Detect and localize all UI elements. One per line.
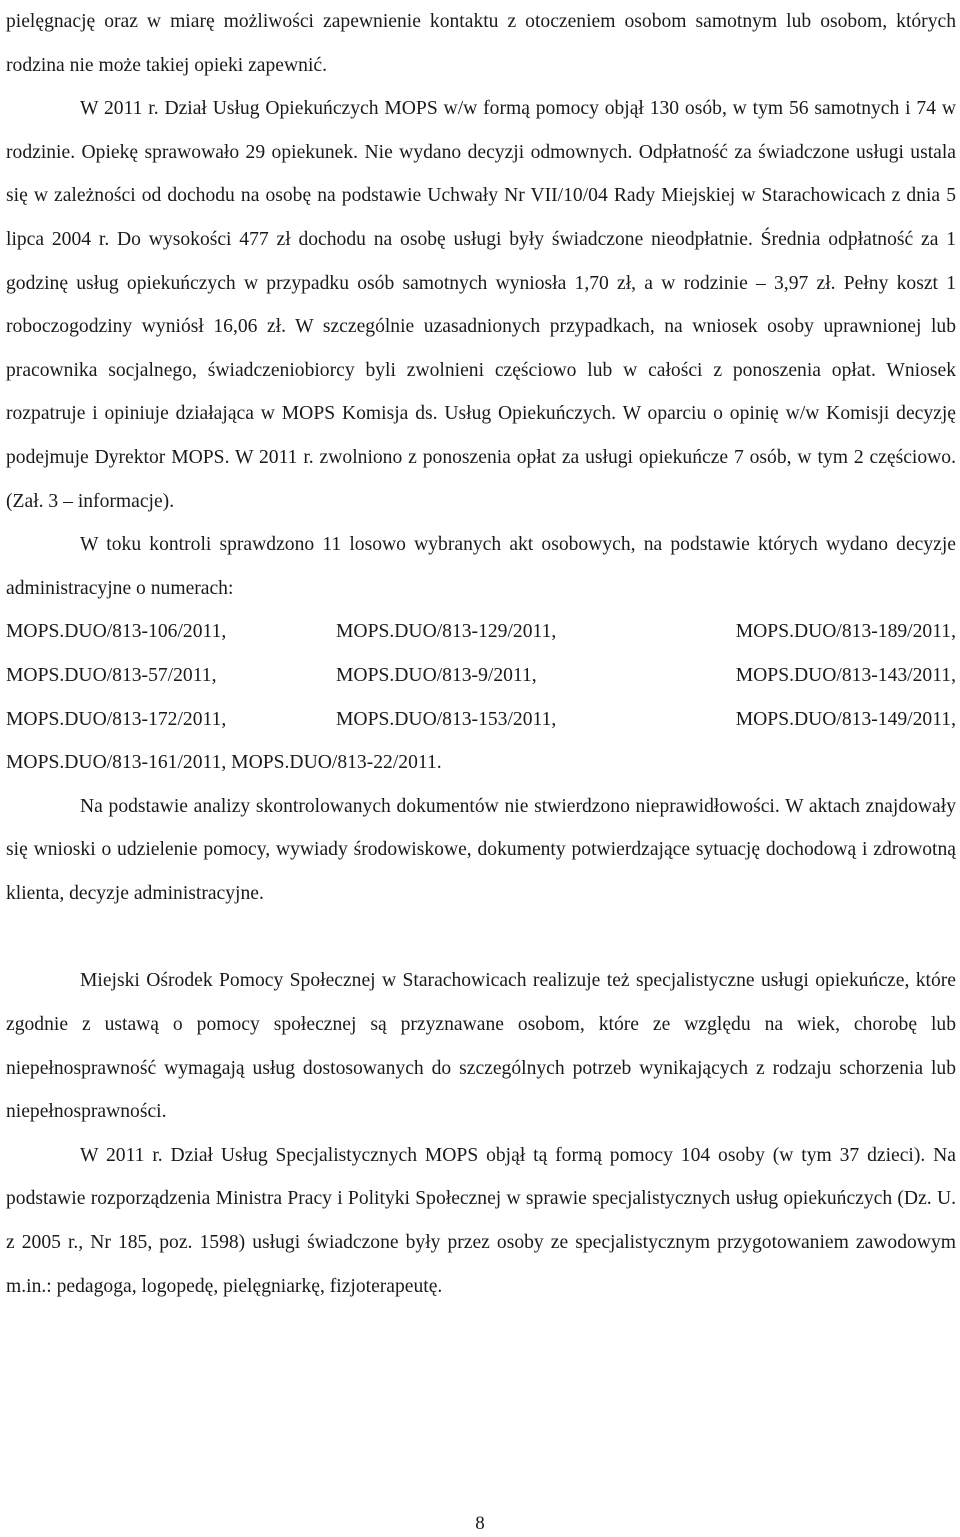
decision-reference: MOPS.DUO/813-106/2011, bbox=[6, 621, 227, 643]
page-number: 8 bbox=[475, 1513, 485, 1534]
decision-reference: MOPS.DUO/813-143/2011, bbox=[735, 664, 956, 686]
decision-reference-row bbox=[6, 698, 956, 742]
paragraph-inspection-intro: W toku kontroli sprawdzono 11 losowo wybranych akt osobowych, na podstawie których wydano decyzje administracyjne o numerach: bbox=[6, 534, 956, 599]
decision-reference: MOPS.DUO/813-149/2011, bbox=[735, 708, 956, 730]
paragraph-specialist-services: Miejski Ośrodek Pomocy Społecznej w Starachowicach realizuje też specjalistyczne usługi opiekuńcze, które zgodnie z ustawą o pomocy społecznej są przyznawane osobom, które ze względu na wiek, chorobę lub niepełnosprawność wymagają usług dostosowanych do szczególnych potrzeb wynikających z rodzaju schorzenia lub niepełnosprawności. bbox=[6, 970, 956, 1123]
section-spacer bbox=[6, 915, 956, 959]
decision-reference: MOPS.DUO/813-57/2011, bbox=[6, 664, 217, 686]
paragraph-inspection-result: Na podstawie analizy skontrolowanych dokumentów nie stwierdzono nieprawidłowości. W aktach znajdowały się wnioski o udzielenie pomocy, wywiady środowiskowe, dokumenty potwierdzające sytuację dochodową i zdrowotną klienta, decyzje administracyjne. bbox=[6, 795, 956, 904]
decision-reference-last-line: MOPS.DUO/813-161/2011, MOPS.DUO/813-22/2011. bbox=[6, 752, 442, 774]
paragraph-care-contact: pielęgnację oraz w miarę możliwości zapewnienie kontaktu z otoczeniem osobom samotnym lub osobom, których rodzina nie może takiej opieki zapewnić. bbox=[6, 11, 956, 76]
decision-reference: MOPS.DUO/813-9/2011, bbox=[336, 664, 537, 686]
decision-reference: MOPS.DUO/813-189/2011, bbox=[735, 621, 956, 643]
paragraph-care-services-2011: W 2011 r. Dział Usług Opiekuńczych MOPS w/w formą pomocy objął 130 osób, w tym 56 samotnych i 74 w rodzinie. Opiekę sprawowało 29 opiekunek. Nie wydano decyzji odmownych. Odpłatność za świadczone usługi ustala się w zależności od dochodu na osobę na podstawie Uchwały Nr VII/10/04 Rady Miejskiej w Starachowicach z dnia 5 lipca 2004 r. Do wysokości 477 zł dochodu na osobę usługi były świadczone nieodpłatnie. Średnia odpłatność za 1 godzinę usług opiekuńczych w przypadku osób samotnych wyniosła 1,70 zł, a w rodzinie – 3,97 zł. Pełny koszt 1 roboczogodziny wyniósł 16,06 zł. W szczególnie uzasadnionych przypadkach, na wniosek osoby uprawnionej lub pracownika socjalnego, świadczeniobiorcy byli zwolnieni częściowo lub w całości z ponoszenia opłat. Wniosek rozpatruje i opiniuje działająca w MOPS Komisja ds. Usług Opiekuńczych. W oparciu o opinię w/w Komisji decyzję podejmuje Dyrektor MOPS. W 2011 r. zwolniono z ponoszenia opłat za usługi opiekuńcze 7 osób, w tym 2 częściowo. (Zał. 3 – informacje). bbox=[6, 98, 956, 512]
decision-reference-list bbox=[6, 610, 956, 784]
decision-reference-row bbox=[6, 610, 956, 654]
decision-reference: MOPS.DUO/813-153/2011, bbox=[336, 708, 557, 730]
decision-reference: MOPS.DUO/813-129/2011, bbox=[336, 621, 557, 643]
decision-reference-row bbox=[6, 654, 956, 698]
paragraph-specialist-services-2011: W 2011 r. Dział Usług Specjalistycznych MOPS objął tą formą pomocy 104 osoby (w tym 37 dzieci). Na podstawie rozporządzenia Ministra Pracy i Polityki Społecznej w sprawie specjalistycznych usług opiekuńczych (Dz. U. z 2005 r., Nr 185, poz. 1598) usługi świadczone były przez osoby ze specjalistycznym przygotowaniem zawodowym m.in.: pedagoga, logopedę, pielęgniarkę, fizjoterapeutę. bbox=[6, 1144, 956, 1297]
document-page bbox=[6, 0, 956, 1308]
decision-reference: MOPS.DUO/813-172/2011, bbox=[6, 708, 227, 730]
